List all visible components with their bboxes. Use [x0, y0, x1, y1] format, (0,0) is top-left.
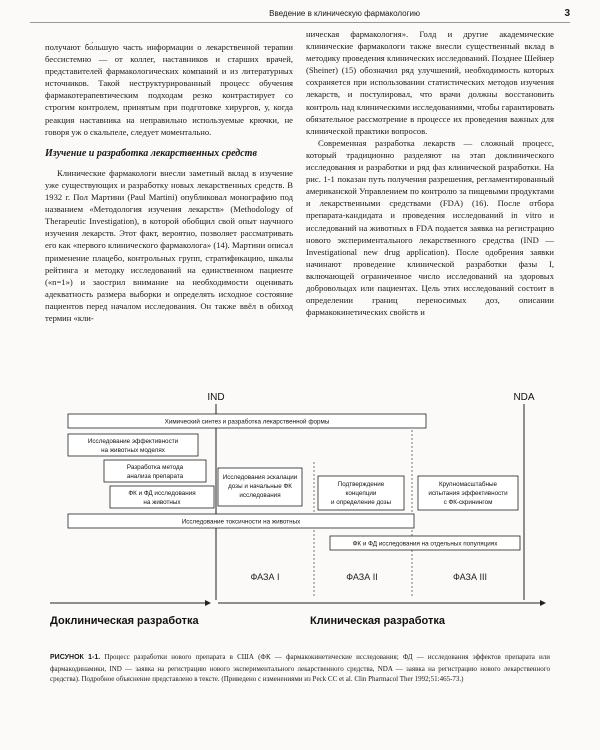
proof-of-concept-line-3: и определение дозы [331, 499, 391, 506]
toxicity-label: Исследование токсичности на животных [181, 518, 301, 526]
animal-pkpd-line-1: ФК и ФД исследования [128, 490, 196, 497]
right-paragraph-2: Современная разработка лекарств — сложный процесс, который традиционно разделяют на этап доклинического исследования и разработки и ряд фаз клинической разработки. На рис. 1-1 показан путь получения разрешения, регламентированный американской Управлением по контролю за пищевыми продуктами и лекарственными средствами (FDA) (16). После отбора препарата-кандидата и проведения исследований in vitro и исследований на животных в FDA подается заявка на регистрацию нового экспериментального лекарственного средства (IND — Investigational new drug application). После одобрения заявки начинают проведение клинической разработки фазы I, включающей ограниченное число исследований на здоровых добровольцах или пациентах. Цель этих исследований состоит в определении границ переносимых доз, описании фармакокинетических свойств и [306, 137, 554, 318]
dose-escalation-line-3: исследования [239, 492, 281, 499]
figure-caption [50, 652, 550, 685]
left-paragraph-2: Клинические фармакологи внесли заметный вклад в изучение уже существующих и разработку новых лекарственных средств. В 1932 г. Пол Мартини (Paul Martini) опубликовал монографию под названием «Методология изучения лекарств» (Methodology of Therapeutic Investigation), в которой обобщил свой опыт научного изучения лекарств. Этот факт, вероятно, позволяет рассматривать его как «первого клинического фармаколога» (14). Мартини описал применение плацебо, контрольных групп, стратификацию, шкалы рейтинга и методку исследований на единственном пациенте («n=1») и заострил внимание на необходимости оценивать адекватность размера выборки и определять исходное состояние пациентов перед началом исследования. Он также ввёл в обиход термин «кли- [45, 167, 293, 323]
caption-label: РИСУНОК 1-1. [50, 654, 101, 661]
clinical-label: Клиническая разработка [310, 615, 445, 627]
dose-escalation-line-1: Исследования эскалации [222, 474, 298, 481]
animal-pkpd-line-2: на животных [143, 499, 181, 506]
header-title: Введение в клиническую фармакологию [269, 9, 420, 18]
phase-1-label: ФАЗА I [250, 572, 280, 582]
phase-3-label: ФАЗА III [453, 572, 487, 582]
preclinical-label: Доклиническая разработка [50, 615, 199, 627]
large-scale-trials-line-1: Крупномасштабные [438, 481, 498, 488]
animal-efficacy-line-1: Исследование эффективности [87, 438, 179, 445]
chem-synthesis-label: Химический синтез и разработка лекарственной формы [164, 418, 330, 426]
right-paragraph-1: ническая фармакология». Голд и другие академические клинические фармакологи также внесли существенный вклад в методику проведения клинических исследований. Позднее Шейнер (Sheiner) (15) обозначил ряд улучшений, необходимость которых сохраняется при использовании статистических методов изучения лекарств, и постулировал, что врачи должны восстановить контроль над клиническими исследованиями, чтобы гарантировать обязательное рассмотрение в процессе их проведения важных для клинической практики вопросов. [306, 29, 554, 136]
proof-of-concept-line-2: концепции [345, 490, 377, 497]
caption-text: Процесс разработки нового препарата в США (ФК — фармакокинетические исследования; ФД — исследования эффектов препарата или фармакодинамики, IND — заявка на регистрацию нового экспериментального лекарственного средства, NDA — заявка на регистрацию нового лекарственного средства). Подробное объяснение представлено в тексте. (Приведено с изменениями из Peck CC et al. Clin Pharmacol Ther 1992;51:465-73.) [50, 653, 551, 683]
section-heading: Изучение и разработка лекарственных средств [45, 147, 257, 159]
assay-method-line-1: Разработка метода [126, 464, 184, 471]
large-scale-trials-line-2: испытания эффективности [428, 490, 508, 497]
animal-efficacy-line-2: на животных моделях [101, 447, 165, 454]
page-number: 3 [564, 8, 570, 19]
assay-method-line-2: анализа препарата [126, 473, 184, 480]
large-scale-trials-line-3: с ФК-скринингом [443, 499, 493, 506]
proof-of-concept-line-1: Подтверждение [337, 481, 385, 488]
dose-escalation-line-2: дозы и начальные ФК [228, 483, 292, 490]
nda-label: NDA [513, 392, 535, 403]
ind-label: IND [207, 392, 225, 403]
phase-2-label: ФАЗА II [346, 572, 378, 582]
population-pkpd-label: ФК и ФД исследования на отдельных популяциях [352, 540, 498, 548]
left-paragraph-1: получают бо́льшую часть информации о лекарственной терапии бессистемно — от коллег, наставников и старших врачей, представителей фармакологических компаний и из литературных источников. Такой неструктурированный процесс обучения фармакотерапевтическим подходам резко контрастирует со строгим контролем, принятым при подготовке хирургов, у, когда реакция наставника на неправильно используемые крючки, не говоря уж о скальпеле, следует моментально. [45, 42, 293, 137]
